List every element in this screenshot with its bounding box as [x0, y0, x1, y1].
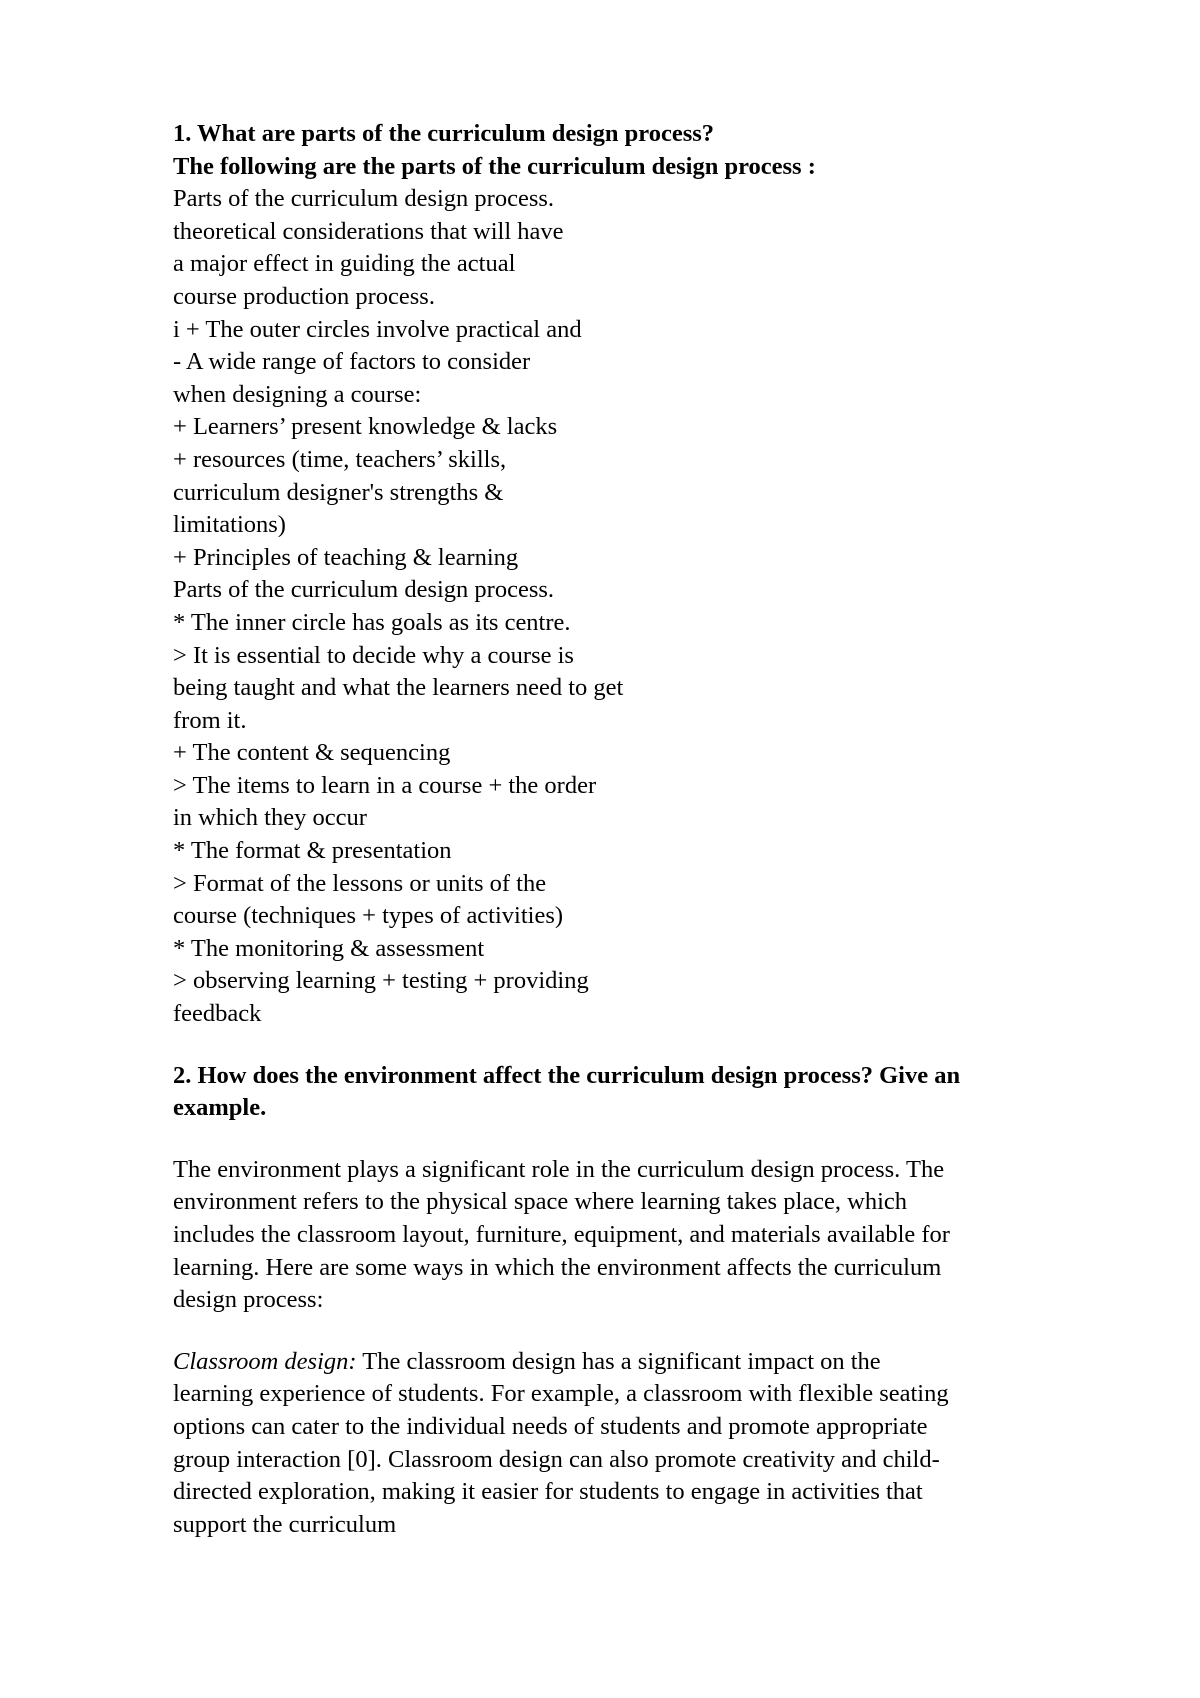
answer-line: * The monitoring & assessment	[173, 934, 485, 962]
question-2-heading-line: example.	[173, 1094, 267, 1122]
paragraph-line: design process:	[173, 1286, 324, 1314]
answer-line: limitations)	[173, 511, 286, 539]
answer-line: course (techniques + types of activities)	[173, 902, 564, 930]
classroom-design-paragraph	[173, 1346, 1103, 1542]
paragraph-line: options can cater to the individual needs of students and promote appropriate	[173, 1412, 928, 1440]
paragraph-first-line	[173, 1346, 1103, 1379]
question-2-heading-line: 2. How does the environment affect the curriculum design process? Give an	[173, 1061, 961, 1089]
answer-line: from it.	[173, 706, 247, 734]
answer-line: theoretical considerations that will have	[173, 217, 564, 245]
paragraph-first-line-rest: The classroom design has a significant impact on the	[356, 1347, 881, 1375]
paragraph-line: directed exploration, making it easier for students to engage in activities that	[173, 1478, 923, 1506]
classroom-design-label: Classroom design:	[173, 1347, 357, 1375]
answer-line: * The format & presentation	[173, 837, 452, 865]
paragraph-line: learning. Here are some ways in which the environment affects the curriculum	[173, 1253, 942, 1281]
paragraph-line: environment refers to the physical space where learning takes place, which	[173, 1188, 908, 1216]
answer-line: * The inner circle has goals as its centre.	[173, 608, 571, 636]
answer-line: - A wide range of factors to consider	[173, 348, 531, 376]
question-1-subheading: The following are the parts of the curriculum design process :	[173, 152, 816, 180]
paragraph-line: support the curriculum	[173, 1510, 397, 1538]
paragraph-line: group interaction [0]. Classroom design can also promote creativity and child-	[173, 1445, 940, 1473]
answer-line: being taught and what the learners need to get	[173, 674, 624, 702]
paragraph-line: The environment plays a significant role in the curriculum design process. The	[173, 1155, 945, 1183]
question-1-heading: 1. What are parts of the curriculum design process?	[173, 120, 715, 147]
answer-line: + resources (time, teachers’ skills,	[173, 445, 507, 473]
paragraph-line: includes the classroom layout, furniture, equipment, and materials available for	[173, 1221, 950, 1248]
answer-line: > Format of the lessons or units of the	[173, 869, 547, 897]
answer-line: in which they occur	[173, 804, 367, 832]
answer-line: feedback	[173, 1000, 262, 1028]
answer-line: + The content & sequencing	[173, 739, 451, 767]
answer-line: > The items to learn in a course + the order	[173, 771, 597, 799]
answer-line: + Learners’ present knowledge & lacks	[173, 413, 558, 441]
answer-line: when designing a course:	[173, 380, 422, 408]
answer-line: Parts of the curriculum design process.	[173, 185, 555, 213]
answer-line: curriculum designer's strengths &	[173, 478, 504, 506]
answer-line: course production process.	[173, 282, 435, 310]
environment-paragraph	[173, 1154, 1103, 1317]
answer-line: + Principles of teaching & learning	[173, 543, 519, 571]
answer-line: a major effect in guiding the actual	[173, 250, 516, 278]
answer-line: > It is essential to decide why a course is	[173, 641, 574, 669]
answer-line: Parts of the curriculum design process.	[173, 576, 555, 604]
document-content	[173, 118, 1103, 1541]
answer-line: > observing learning + testing + providing	[173, 967, 589, 995]
paragraph-line: learning experience of students. For example, a classroom with flexible seating	[173, 1380, 949, 1408]
answer-line: i + The outer circles involve practical and	[173, 315, 582, 343]
question-1-answer	[173, 183, 1103, 1030]
question-2-heading	[173, 1060, 1103, 1125]
